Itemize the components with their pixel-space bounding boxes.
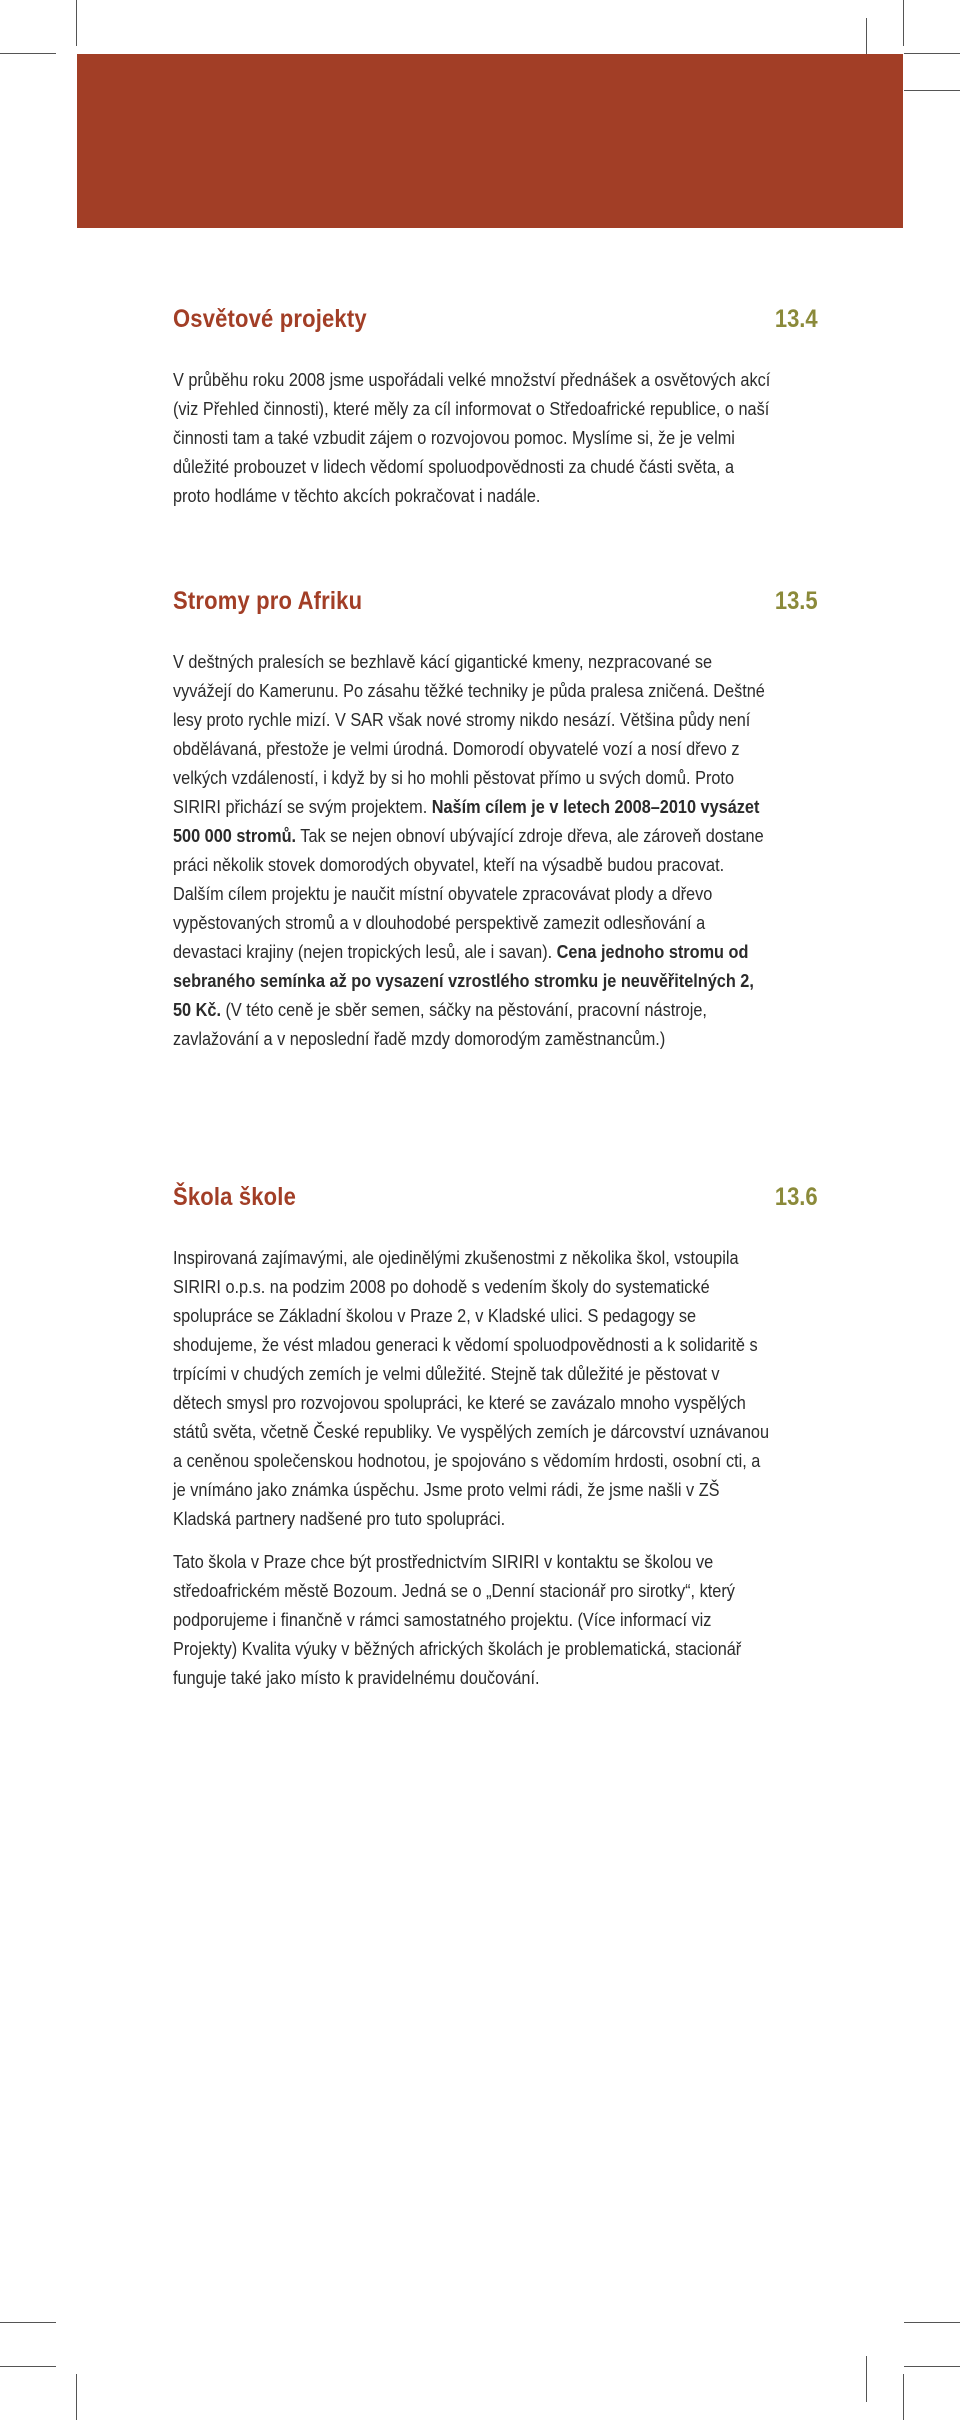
bold-text-goal: Naším cílem je v letech 2008–2010 vysázet 500 000 stromů.: [173, 796, 760, 846]
crop-mark: [0, 53, 56, 54]
crop-mark: [903, 0, 904, 46]
section-body: [173, 1243, 773, 1692]
bold-text-price: Cena jednoho stromu od sebraného semínka až po vysazení vzrostlého stromku je neuvěřitelných 2, 50 Kč.: [173, 941, 754, 1020]
paragraph: [173, 647, 771, 1053]
text-run: V deštných pralesích se bezhlavě kácí gigantické kmeny, nezpracované se vyvážejí do Kamerunu. Po zásahu těžké techniky je půda pralesa zničená. Deštné lesy proto rychle mizí. V SAR však nové stromy nikdo nesází. Většina půdy není obdělávaná, přestože je velmi úrodná. Domorodí obyvatelé vozí a nosí dřevo z velkých vzdáleností, i když by si ho mohli pěstovat přímo u svých domů. Proto SIRIRI přichází se svým projektem.: [173, 651, 765, 817]
crop-mark: [76, 2374, 77, 2420]
section-number: 13.6: [775, 1183, 818, 1211]
paragraph: Tato škola v Praze chce být prostřednictvím SIRIRI v kontaktu se školou ve středoafrickém městě Bozoum. Jedná se o „Denní stacionář pro sirotky“, který podporujeme i finančně v rámci samostatného projektu. (Více informací viz Projekty) Kvalita výuky v běžných afrických školách je problematická, stacionář funguje také jako místo k pravidelnému doučování.: [173, 1551, 742, 1688]
crop-mark: [0, 2366, 56, 2367]
crop-mark: [904, 53, 960, 54]
section-number: 13.4: [775, 305, 818, 333]
section-number: 13.5: [775, 587, 818, 615]
section-body: [173, 647, 773, 1053]
paragraph: Inspirovaná zajímavými, ale ojedinělými zkušenostmi z několika škol, vstoupila SIRIRI o.p.s. na podzim 2008 po dohodě s vedením školy do systematické spolupráce se Základní školou v Praze 2, v Kladské ulici. S pedagogy se shodujeme, že vést mladou generaci k vědomí spoluodpovědnosti a k solidaritě s trpícími v chudých zemích je velmi důležité. Stejně tak důležité je pěstovat v dětech smysl pro rozvojovou spolupráci, ke které se zavázalo mnoho vyspělých států světa, včetně České republiky. Ve vyspělých zemích je dárcovství uznávanou a ceněnou společenskou hodnotou, je spojováno s vědomím hrdosti, osobní cti, a je vnímáno jako známka úspěchu. Jsme proto velmi rádi, že jsme našli v ZŠ Kladská partnery nadšené pro tuto spolupráci.: [173, 1247, 770, 1529]
section-header: [173, 587, 818, 627]
crop-mark: [0, 2322, 56, 2323]
section-title: Škola škole: [173, 1183, 297, 1211]
header-banner: [77, 54, 903, 228]
crop-mark: [904, 2322, 960, 2323]
crop-mark: [904, 90, 960, 91]
crop-mark: [903, 2374, 904, 2420]
section-title: Stromy pro Afriku: [173, 587, 363, 615]
section-body: [173, 365, 773, 510]
crop-mark: [76, 0, 77, 46]
crop-mark: [904, 2366, 960, 2367]
section-header: [173, 305, 818, 345]
paragraph: V průběhu roku 2008 jsme uspořádali velké množství přednášek a osvětových akcí (viz Přehled činnosti), které měly za cíl informovat o Středoafrické republice, o naší činnosti tam a také vzbudit zájem o rozvojovou pomoc. Myslíme si, že je velmi důležité probouzet v lidech vědomí spoluodpovědnosti za chudé části světa, a proto hodláme v těchto akcích pokračovat i nadále.: [173, 369, 771, 506]
section-osvetove-projekty: [173, 305, 818, 524]
text-run: Tak se nejen obnoví ubývající zdroje dřeva, ale zároveň dostane práci několik stovek domorodých obyvatel, kteří na výsadbě budou pracovat. Dalším cílem projektu je naučit místní obyvatele zpracovávat plody a dřevo vypěstovaných stromů a v dlouhodobé perspektivě zamezit odlesňování a devastaci krajiny (nejen tropických lesů, ale i savan).: [173, 825, 764, 962]
text-run: (V této ceně je sběr semen, sáčky na pěstování, pracovní nástroje, zavlažování a v neposlední řadě mzdy domorodým zaměstnancům.): [173, 999, 707, 1049]
section-skola-skole: [173, 1183, 818, 1706]
crop-mark: [866, 2356, 867, 2402]
section-header: [173, 1183, 818, 1223]
section-stromy-pro-afriku: [173, 587, 818, 1067]
section-title: Osvětové projekty: [173, 305, 367, 333]
